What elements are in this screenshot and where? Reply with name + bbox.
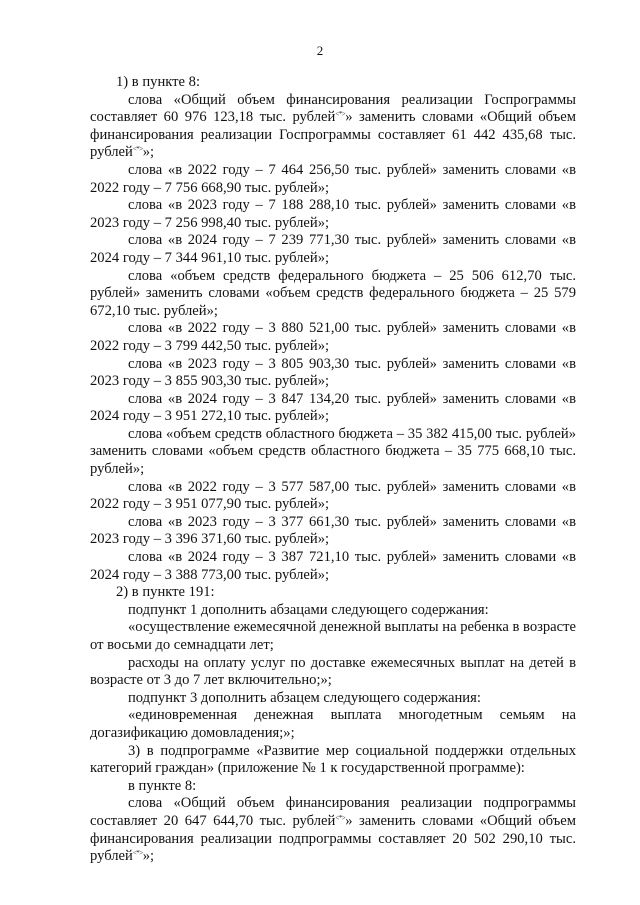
paragraph: слова «в 2023 году – 7 188 288,10 тыс. рублей» заменить словами «в 2023 году – 7 256 998,40 тыс. рублей»;	[90, 197, 576, 231]
paragraph: 3) в подпрограмме «Развитие мер социальной поддержки отдельных категорий граждан» (приложение № 1 к государственной программе):	[90, 742, 576, 777]
paragraph: слова «Общий объем финансирования реализации Госпрограммы составляет 60 976 123,18 тыс. рублей<*>» заменить словами «Общий объем финансирования реализации Госпрограммы составляет 61 442 435,68 тыс. рублей<*>»;	[90, 91, 576, 161]
footnote-marker: <*>	[335, 813, 346, 822]
document-body	[90, 74, 576, 866]
paragraph: в пункте 8:	[128, 777, 197, 794]
paragraph: слова «объем средств федерального бюджета – 25 506 612,70 тыс. рублей» заменить словами «объем средств федерального бюджета – 25 579 672,10 тыс. рублей»;	[90, 267, 576, 319]
paragraph: расходы на оплату услуг по доставке ежемесячных выплат на детей в возрасте от 3 до 7 лет включительно;»;	[90, 654, 576, 689]
paragraph: слова «в 2022 году – 3 577 587,00 тыс. рублей» заменить словами «в 2022 году – 3 951 077,90 тыс. рублей»;	[90, 478, 576, 513]
paragraph: «осуществление ежемесячной денежной выплаты на ребенка в возрасте от восьми до семнадцати лет;	[90, 619, 576, 653]
paragraph: слова «в 2023 году – 3 805 903,30 тыс. рублей» заменить словами «в 2023 году – 3 855 903,30 тыс. рублей»;	[90, 355, 576, 390]
footnote-marker: <*>	[132, 849, 143, 858]
paragraph: 1) в пункте 8:	[116, 74, 201, 90]
paragraph: слова «в 2024 году – 7 239 771,30 тыс. рублей» заменить словами «в 2024 году – 7 344 961,10 тыс. рублей»;	[90, 232, 576, 266]
page-number: 2	[316, 43, 324, 58]
paragraph: слова «в 2022 году – 7 464 256,50 тыс. рублей» заменить словами «в 2022 году – 7 756 668,90 тыс. рублей»;	[90, 161, 576, 196]
paragraph: слова «в 2024 году – 3 847 134,20 тыс. рублей» заменить словами «в 2024 году – 3 951 272,10 тыс. рублей»;	[90, 390, 576, 425]
paragraph: слова «в 2022 году – 3 880 521,00 тыс. рублей» заменить словами «в 2022 году – 3 799 442,50 тыс. рублей»;	[90, 320, 576, 354]
paragraph: слова «Общий объем финансирования реализации подпрограммы составляет 20 647 644,70 тыс. рублей<*>» заменить словами «Общий объем финансирования реализации подпрограммы составляет 20 502 290,10 тыс. рублей<*>»;	[90, 795, 576, 865]
paragraph: подпункт 3 дополнить абзацем следующего содержания:	[128, 689, 481, 706]
footnote-marker: <*>	[335, 110, 346, 119]
paragraph: слова «в 2024 году – 3 387 721,10 тыс. рублей» заменить словами «в 2024 году – 3 388 773,00 тыс. рублей»;	[90, 549, 576, 583]
paragraph: слова «в 2023 году – 3 377 661,30 тыс. рублей» заменить словами «в 2023 году – 3 396 371,60 тыс. рублей»;	[90, 513, 576, 548]
footnote-marker: <*>	[132, 145, 143, 154]
paragraph: 2) в пункте 191:	[116, 584, 215, 601]
paragraph: слова «объем средств областного бюджета – 35 382 415,00 тыс. рублей» заменить словами «объем средств областного бюджета – 35 775 668,10 тыс. рублей»;	[90, 425, 576, 478]
paragraph: «единовременная денежная выплата многодетным семьям на догазификацию домовладения;»;	[90, 707, 576, 741]
paragraph: подпункт 1 дополнить абзацами следующего содержания:	[128, 601, 489, 618]
